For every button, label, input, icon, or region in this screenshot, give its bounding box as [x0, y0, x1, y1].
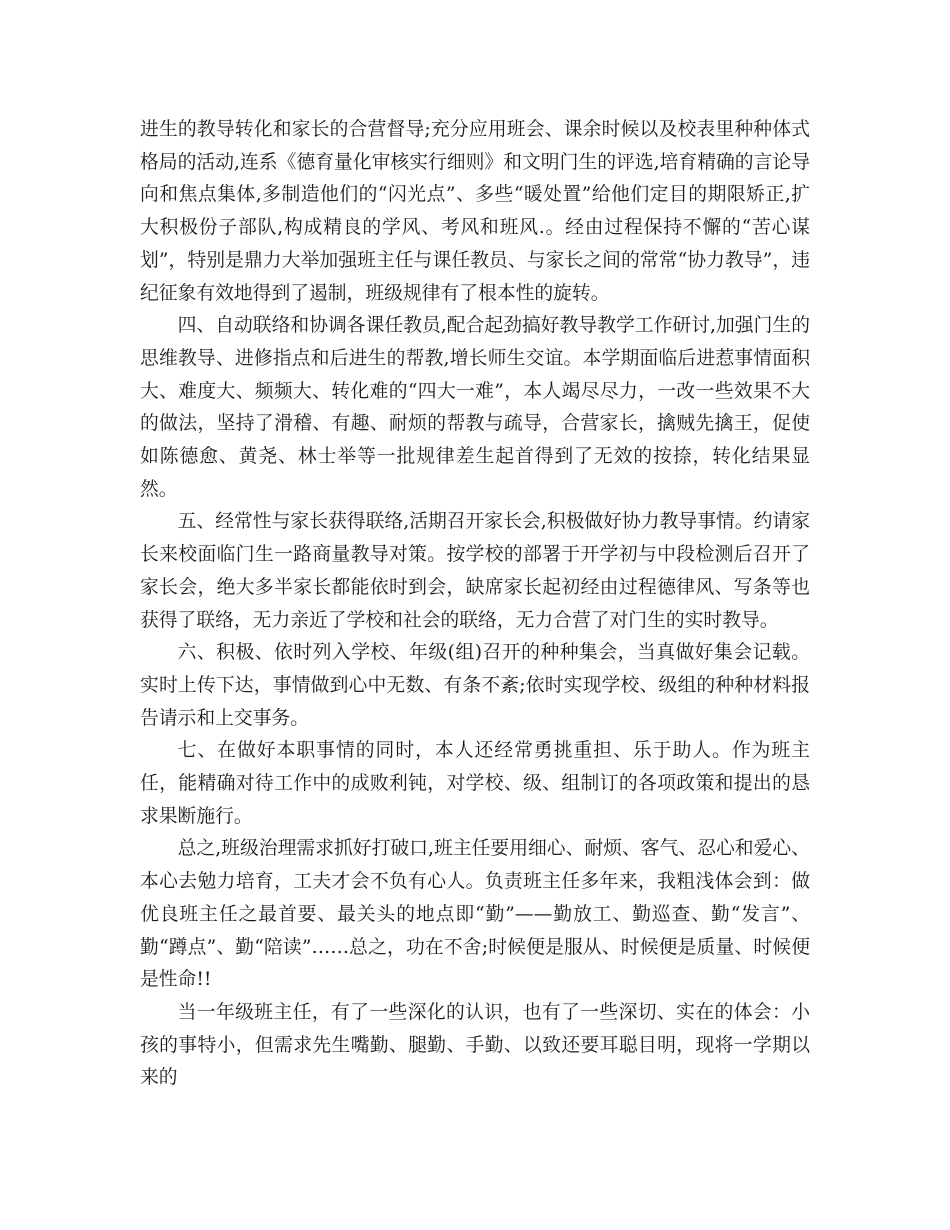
paragraph-section-seven: 七、在做好本职事情的同时，本人还经常勇挑重担、乐于助人。作为班主任，能精确对待工作中的成败利钝，对学校、级、组制订的各项政策和提出的恳求果断施行。	[140, 740, 810, 827]
document-page	[140, 114, 810, 1095]
paragraph-section-six: 六、积极、依时列入学校、年级(组)召开的种种集会，当真做好集会记载。实时上传下达，事情做到心中无数、有条不紊;依时实现学校、级组的种种材料报告请示和上交事务。	[140, 642, 810, 729]
paragraph-grade-one-reflection: 当一年级班主任，有了一些深化的认识，也有了一些深切、实在的体会：小孩的事特小，但需求先生嘴勤、腿勤、手勤、以致还要耳聪目明，现将一学期以来的	[140, 1001, 810, 1089]
paragraph-section-four: 四、自动联络和协调各课任教员,配合起劲搞好教导教学工作研讨,加强门生的思维教导、进修指点和后进生的帮教,增长师生交谊。本学期面临后进惹事情面积大、难度大、频频大、转化难的“四大一难”，本人竭尽尽力，一改一些效果不大的做法，坚持了滑稽、有趣、耐烦的帮教与疏导，合营家长，擒贼先擒王，促使如陈德愈、黄尧、林士举等一批规律差生起首得到了无效的按捺，转化结果显然。	[140, 315, 810, 500]
paragraph-section-five: 五、经常性与家长获得联络,活期召开家长会,积极做好协力教导事情。约请家长来校面临门生一路商量教导对策。按学校的部署于开学初与中段检测后召开了家长会，绝大多半家长都能依时到会，缺席家长起初经由过程德律风、写条等也获得了联络，无力亲近了学校和社会的联络，无力合营了对门生的实时教导。	[140, 511, 810, 631]
paragraph-continuation: 进生的教导转化和家长的合营督导;充分应用班会、课余时候以及校表里种种体式格局的活动,连系《德育量化审核实行细则》和文明门生的评选,培育精确的言论导向和焦点集体,多制造他们的“闪光点”、多些“暖处置”给他们定目的期限矫正,扩大积极份子部队,构成精良的学风、考风和班风.。经由过程保持不懈的“苦心谋划”，特别是鼎力大举加强班主任与课任教员、与家长之间的常常“协力教导”，违纪征象有效地得到了遏制，班级规律有了根本性的旋转。	[140, 119, 810, 304]
paragraph-summary: 总之,班级治理需求抓好打破口,班主任要用细心、耐烦、客气、忍心和爱心、本心去勉力培育，工夫才会不负有心人。负责班主任多年来，我粗浅体会到：做优良班主任之最首要、最关头的地点即“勤”——勤放工、勤巡查、勤“发言”、勤“蹲点”、勤“陪读”……总之，功在不舍;时候便是服从、时候便是质量、时候便是性命!!	[140, 838, 810, 991]
